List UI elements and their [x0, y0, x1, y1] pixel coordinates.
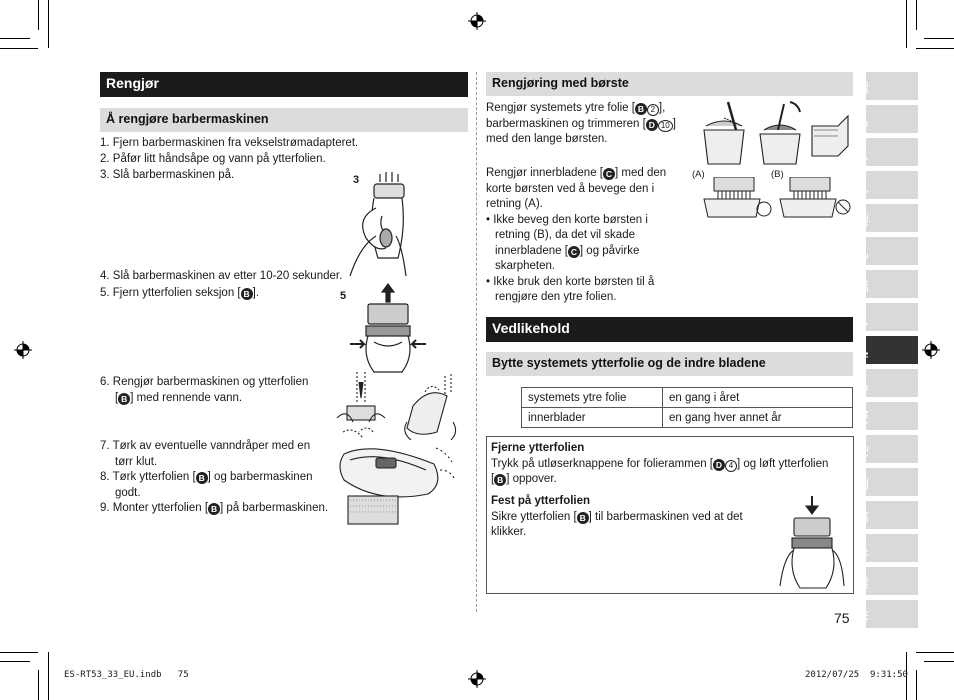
step-8-line-1 — [100, 470, 328, 486]
language-tab-label: D — [860, 120, 870, 127]
footer-time: 9:31:50 — [870, 670, 908, 680]
remove-foil-section — [491, 441, 828, 488]
brush-p2-line-3: retning (A). — [486, 198, 543, 210]
part-b-badge-icon: B — [118, 393, 130, 405]
language-tab-label: P — [860, 319, 870, 325]
language-tab-f[interactable] — [860, 138, 918, 166]
part-b-badge-icon: B — [577, 512, 589, 524]
replace-parts-title: Bytte systemets ytterfolie og de indre bladene — [486, 352, 853, 376]
bracket-open: [ — [491, 473, 495, 485]
brush-p1-line-1 — [486, 101, 676, 117]
bullet-1-line-4: skarpheten. — [495, 260, 556, 272]
language-tab-label: S — [860, 385, 870, 391]
brush-paragraph-2 — [486, 166, 666, 306]
remove-foil-line-1 — [491, 457, 828, 473]
part-c-badge-icon: C — [603, 168, 615, 180]
brush-p1-text: Rengjør systemets ytre folie [ — [486, 102, 635, 114]
fit-foil-text: Sikre ytterfolien [ — [491, 510, 577, 523]
part-c-badge-icon: C — [568, 246, 580, 258]
language-tab-label: RO — [860, 576, 870, 589]
step-7-8-9 — [100, 439, 328, 517]
section-title-cleaning: Rengjør — [100, 72, 468, 97]
figure-label-5: 5 — [340, 290, 347, 302]
bullet-1-line-1: • Ikke beveg den korte børsten i — [486, 213, 648, 226]
language-tab-sk[interactable] — [860, 501, 918, 529]
fit-foil-line-2: klikker. — [491, 526, 527, 538]
brush-paragraph-1 — [486, 101, 676, 148]
table-row — [522, 388, 853, 408]
brush-p2-line-2: korte børsten ved å bevege den i — [486, 182, 655, 195]
step-8-end: ] og barbermaskinen — [207, 471, 313, 483]
crop-mark — [0, 652, 38, 653]
language-tab-label: I — [860, 190, 870, 193]
remove-foil-end-2: ] oppover. — [506, 473, 557, 485]
language-tab-p[interactable] — [860, 303, 918, 331]
language-tab-label: PL — [860, 446, 870, 457]
step-7-line-1: 7. Tørk av eventuelle vanndråper med en — [100, 440, 311, 452]
step-5-end: ]. — [252, 287, 260, 299]
figure-label-3: 3 — [353, 174, 360, 186]
step-8-line-2: godt. — [115, 486, 141, 499]
remove-foil-end: ] og løft ytterfolien — [737, 457, 829, 470]
brush-p1-line-3: med den lange børsten. — [486, 133, 608, 145]
step-5 — [100, 286, 259, 302]
registration-mark-icon — [468, 670, 486, 688]
brush-p2-text: Rengjør innerbladene [ — [486, 167, 603, 179]
fit-foil-line-1 — [491, 510, 743, 526]
bullet-1-line-2: retning (B), da det vil skade — [495, 229, 635, 241]
registration-mark-icon — [14, 341, 32, 359]
language-tab-h[interactable] — [860, 534, 918, 562]
language-tab-label: SK — [860, 511, 870, 523]
language-tab-label: DK — [860, 279, 870, 292]
language-tab-gb[interactable] — [860, 72, 918, 100]
language-tab-label: TR — [860, 610, 870, 622]
part-number-4-icon: 4 — [725, 460, 737, 472]
crop-mark — [0, 48, 38, 49]
language-tab-label: F — [860, 154, 870, 160]
fit-foil-section — [491, 494, 743, 541]
brush-p2-line-1 — [486, 166, 666, 182]
bullet-1-text: innerbladene [ — [495, 244, 568, 257]
step-7-line-2: tørr klut. — [115, 455, 158, 468]
dry-shaver-illustration — [336, 440, 460, 528]
attach-foil-illustration — [778, 492, 848, 590]
footer-file-info: ES-RT53_33_EU.indb 75 — [64, 670, 189, 680]
step-5-text: 5. Fjern ytterfolien seksjon [ — [100, 287, 241, 299]
language-tab-tr[interactable] — [860, 600, 918, 628]
brush-p1-text-2: barbermaskinen og trimmeren [ — [486, 117, 646, 130]
step-4: 4. Slå barbermaskinen av etter 10-20 sekunder. — [100, 270, 343, 282]
direction-label-b: (B) — [771, 169, 784, 180]
table-cell-part: innerblader — [522, 408, 663, 428]
language-tab-label: FIN — [860, 410, 870, 424]
language-tab-i[interactable] — [860, 171, 918, 199]
table-cell-part: systemets ytre folie — [522, 388, 663, 408]
footer-date: 2012/07/25 — [805, 670, 860, 680]
part-d-badge-icon: D — [646, 119, 658, 131]
step-1: 1. Fjern barbermaskinen fra vekselstrømadapteret. — [100, 137, 359, 149]
crop-mark — [924, 38, 954, 39]
crop-mark — [0, 38, 30, 39]
language-tab-nl[interactable] — [860, 204, 918, 232]
direction-label-a: (A) — [692, 169, 705, 180]
language-tab-n[interactable] — [860, 336, 918, 364]
subsection-title-clean-shaver: Å rengjøre barbermaskinen — [100, 108, 468, 132]
crop-mark — [916, 48, 954, 49]
bullet-2-line-1: • Ikke bruk den korte børsten til å — [486, 275, 655, 288]
crop-mark — [48, 652, 49, 700]
part-number-2-icon: 2 — [647, 104, 659, 116]
shaver-on-illustration — [340, 166, 410, 282]
brush-p1-end: ], — [658, 102, 666, 114]
crop-mark — [38, 670, 39, 700]
remove-foil-line-2 — [491, 472, 828, 488]
brush-p2-end: ] med den — [615, 167, 667, 179]
step-2: 2. Påfør litt håndsåpe og vann på ytterfolien. — [100, 152, 326, 165]
step-9-end: ] på barbermaskinen. — [220, 502, 329, 514]
fit-foil-title: Fest på ytterfolien — [491, 495, 591, 507]
crop-mark — [48, 0, 49, 48]
brush-p1-line-2 — [486, 117, 676, 133]
registration-mark-icon — [922, 341, 940, 359]
remove-foil-title: Fjerne ytterfolien — [491, 442, 585, 454]
crop-mark — [916, 0, 917, 30]
language-tab-s[interactable] — [860, 369, 918, 397]
maintenance-title: Vedlikehold — [486, 317, 853, 342]
step-8-text: 8. Tørk ytterfolien [ — [100, 471, 196, 483]
language-tab-d[interactable] — [860, 105, 918, 133]
brush-direction-illustration — [700, 177, 860, 225]
table-row — [522, 408, 853, 428]
step-list — [100, 136, 358, 167]
step-6-line-1: 6. Rengjør barbermaskinen og ytterfolien — [100, 376, 309, 388]
step-3: 3. Slå barbermaskinen på. — [100, 169, 235, 181]
part-d-badge-icon: D — [713, 459, 725, 471]
page-number: 75 — [834, 610, 850, 626]
bullet-2-line-2: rengjøre den ytre folien. — [495, 291, 617, 303]
table-cell-frequency: en gang hver annet år — [663, 408, 853, 428]
crop-mark — [38, 0, 39, 30]
column-divider — [476, 72, 477, 612]
part-b-badge-icon: B — [196, 472, 208, 484]
step-9-text: 9. Monter ytterfolien [ — [100, 502, 209, 514]
language-tab-label: E — [860, 253, 870, 259]
step-6-line-2 — [100, 391, 308, 407]
language-tab-label: NL — [860, 214, 870, 226]
part-b-badge-icon: B — [635, 103, 647, 115]
part-b-badge-icon: B — [241, 288, 253, 300]
language-tab-fin[interactable] — [860, 402, 918, 430]
brush-p1-end-2: ] — [672, 117, 676, 130]
crop-mark — [916, 670, 917, 700]
rinse-under-water-illustration — [333, 372, 461, 440]
language-tab-cz[interactable] — [860, 468, 918, 496]
part-b-badge-icon: B — [208, 503, 220, 515]
remove-foil-text: Trykk på utløserknappene for folierammen [ — [491, 457, 713, 470]
fit-foil-end: ] til barbermaskinen ved at det — [588, 510, 743, 523]
replacement-schedule-table — [521, 387, 853, 428]
crop-mark — [916, 652, 954, 653]
step-6-end: ] med rennende vann. — [130, 391, 243, 404]
language-tab-label: GB — [860, 81, 870, 94]
part-b-badge-icon: B — [494, 474, 506, 486]
language-tab-label: CZ — [860, 478, 870, 490]
part-number-10-icon: 10 — [658, 120, 673, 132]
language-tab-pl[interactable] — [860, 435, 918, 463]
bullet-1-end: ] og påvirke — [579, 244, 640, 257]
crop-mark — [0, 661, 30, 662]
language-tab-ro[interactable] — [860, 567, 918, 595]
registration-mark-icon — [468, 12, 486, 30]
brush-cleaning-title: Rengjøring med børste — [486, 72, 853, 96]
bullet-1-line-3 — [486, 244, 666, 260]
table-cell-frequency: en gang i året — [663, 388, 853, 408]
language-tab-label: N — [860, 351, 870, 358]
language-tab-label: H — [860, 549, 870, 556]
remove-foil-illustration — [348, 282, 428, 374]
brush-cleaning-illustration — [694, 100, 856, 168]
crop-mark — [924, 661, 954, 662]
step-6 — [100, 375, 308, 406]
language-tab-e[interactable] — [860, 237, 918, 265]
crop-mark — [906, 0, 907, 48]
bracket-open: [ — [115, 391, 119, 404]
step-9 — [100, 501, 328, 517]
language-tab-dk[interactable] — [860, 270, 918, 298]
